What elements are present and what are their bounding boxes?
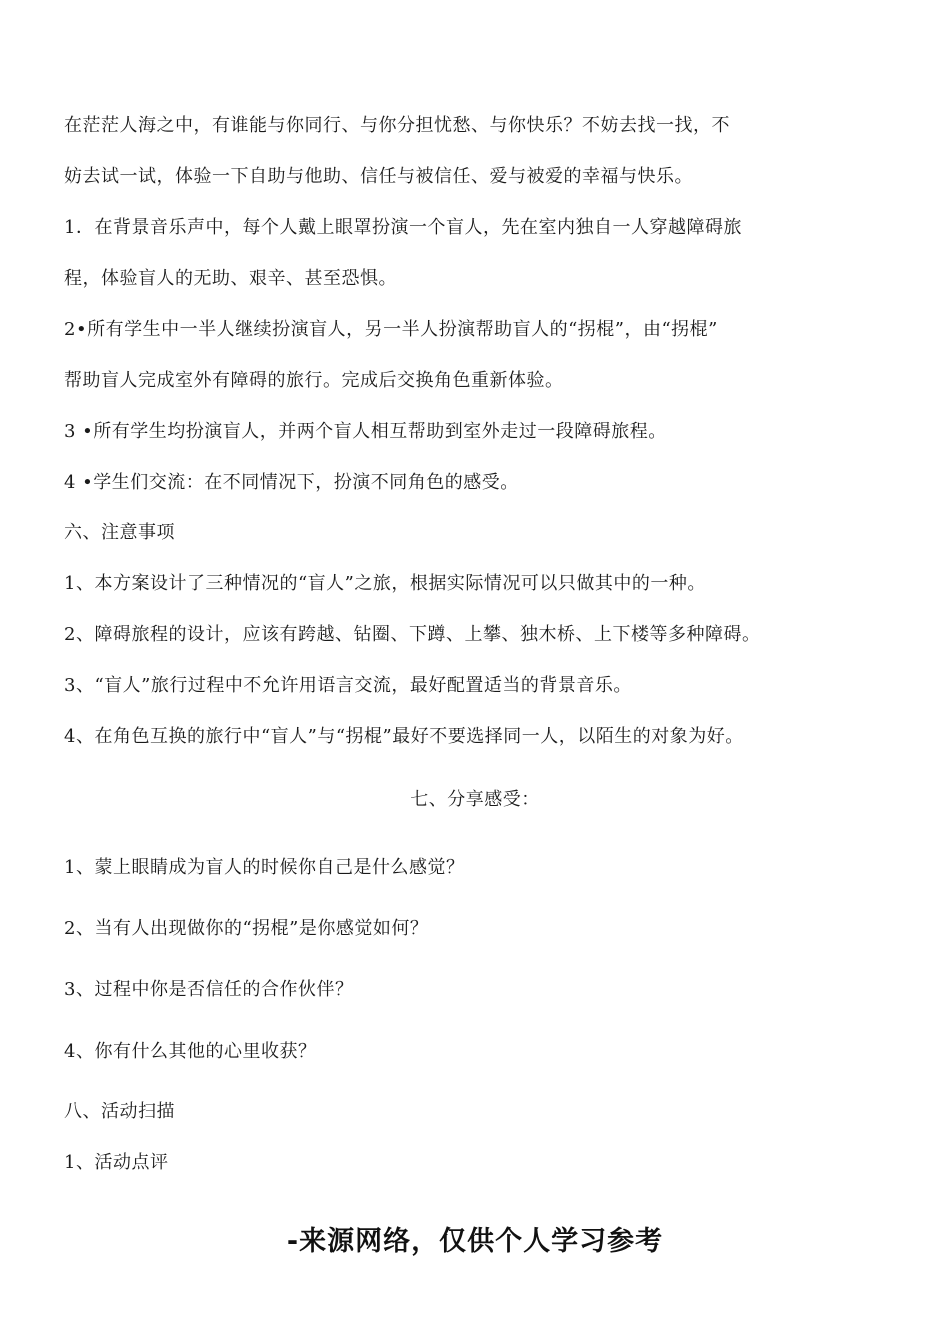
scan-heading: 八、活动扫描: [64, 1101, 175, 1122]
intro-line-2: 妨去试一试，体验一下自助与他助、信任与被信任、爱与被爱的幸福与快乐。: [64, 166, 693, 187]
sharing-item-2: 2、当有人出现做你的“拐棍”是你感觉如何？: [64, 918, 429, 939]
step-2-line-1: 2•所有学生中一半人继续扮演盲人，另一半人扮演帮助盲人的“拐棍”，由“拐棍”: [64, 319, 718, 340]
note-item-1: 1、本方案设计了三种情况的“盲人”之旅，根据实际情况可以只做其中的一种。: [64, 573, 706, 594]
sharing-item-1: 1、蒙上眼睛成为盲人的时候你自己是什么感觉？: [64, 857, 465, 878]
scan-item-1: 1、活动点评: [64, 1152, 169, 1173]
sharing-heading: 七、分享感受：: [410, 789, 540, 810]
step-2-line-2: 帮助盲人完成室外有障碍的旅行。完成后交换角色重新体验。: [64, 370, 564, 391]
sharing-item-4: 4、你有什么其他的心里收获？: [64, 1041, 317, 1062]
note-item-2: 2、障碍旅程的设计，应该有跨越、钻圈、下蹲、上攀、独木桥、上下楼等多种障碍。: [64, 624, 761, 645]
intro-line-1: 在茫茫人海之中，有谁能与你同行、与你分担忧愁、与你快乐？不妨去找一找，不: [64, 115, 730, 136]
note-item-3: 3、“盲人”旅行过程中不允许用语言交流，最好配置适当的背景音乐。: [64, 675, 632, 696]
sharing-item-3: 3、过程中你是否信任的合作伙伴？: [64, 979, 354, 1000]
step-1-line-2: 程，体验盲人的无助、艰辛、甚至恐惧。: [64, 268, 397, 289]
note-item-4: 4、在角色互换的旅行中“盲人”与“拐棍”最好不要选择同一人，以陌生的对象为好。: [64, 726, 744, 747]
step-4: 4 •学生们交流：在不同情况下，扮演不同角色的感受。: [64, 472, 519, 493]
source-footer: -来源网络，仅供个人学习参考: [286, 1226, 664, 1257]
step-1-line-1: 1．在背景音乐声中，每个人戴上眼罩扮演一个盲人，先在室内独自一人穿越障碍旅: [64, 217, 742, 238]
step-3: 3 •所有学生均扮演盲人，并两个盲人相互帮助到室外走过一段障碍旅程。: [64, 421, 667, 442]
notes-heading: 六、注意事项: [64, 522, 175, 543]
